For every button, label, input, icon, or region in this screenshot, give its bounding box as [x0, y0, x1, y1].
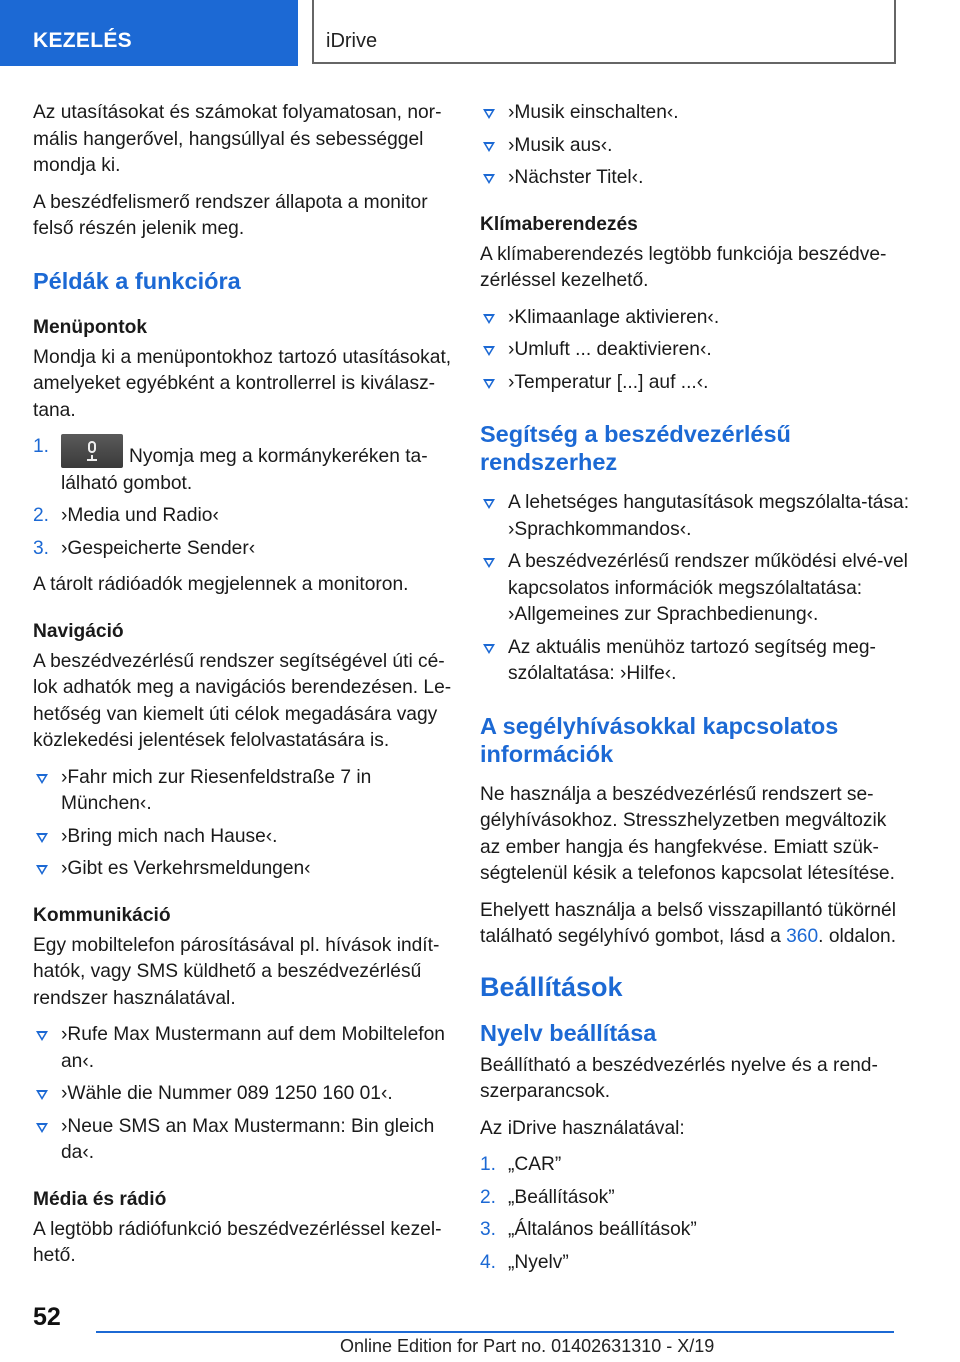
list-item — [480, 549, 910, 629]
list-item — [480, 305, 910, 332]
triangle-bullet-icon — [483, 142, 495, 152]
list-item — [480, 165, 910, 192]
bullet-text: ›Musik aus‹. — [508, 134, 613, 156]
left-column — [33, 100, 453, 1280]
step-text: „Beállítások” — [508, 1186, 615, 1208]
heading-examples: Példák a funkcióra — [33, 267, 241, 294]
chapter-tab: iDrive — [312, 0, 896, 64]
emergency-paragraph-2 — [480, 898, 910, 951]
triangle-bullet-icon — [483, 558, 495, 568]
intro-paragraph-2: A beszédfelismerő rendszer állapota a monitor felső részén jelenik meg. — [33, 191, 428, 239]
list-item — [480, 490, 910, 543]
step-number: 4. — [480, 1251, 497, 1273]
navigation-bullets — [33, 765, 453, 883]
bullet-text: ›Fahr mich zur Riesenfeldstraße 7 in München‹. — [61, 766, 372, 814]
bullet-text: A lehetséges hangutasítások megszólalta-tása: ›Sprachkommandos‹. — [508, 492, 910, 540]
step-text: Nyomja meg a kormánykeréken ta-lálható gombot. — [61, 446, 428, 494]
emergency-text: Ehelyett használja a belső visszapillantó tükörnél található segélyhívó gombot, lásd a — [480, 899, 896, 947]
triangle-bullet-icon — [483, 346, 495, 356]
bullet-text: ›Gibt es Verkehrsmeldungen‹ — [61, 858, 311, 879]
list-item — [480, 1250, 910, 1277]
list-item — [33, 536, 453, 563]
list-item — [33, 434, 453, 497]
step-text: ›Gespeicherte Sender‹ — [61, 537, 256, 559]
menu-steps — [33, 434, 453, 562]
menu-after-text: A tárolt rádióadók megjelennek a monitoron. — [33, 574, 409, 595]
climate-text: A klímaberendezés legtöbb funkciója beszédve-zérléssel kezelhető. — [480, 243, 887, 291]
triangle-bullet-icon — [36, 865, 48, 875]
step-number: 1. — [33, 436, 50, 457]
heading-settings: Beállítások — [480, 971, 623, 1002]
help-bullets — [480, 490, 910, 688]
bullet-text: ›Neue SMS an Max Mustermann: Bin gleich da‹. — [61, 1115, 435, 1163]
list-item — [33, 765, 453, 818]
step-text: „Nyelv” — [508, 1251, 569, 1273]
menu-items-text: Mondja ki a menüpontokhoz tartozó utasításokat, amelyeket egyébként a kontrollerrel is kiválasz-tana. — [33, 346, 452, 421]
list-item — [480, 133, 910, 160]
list-item — [480, 1185, 910, 1212]
microphone-icon — [61, 434, 123, 468]
list-item — [480, 370, 910, 397]
triangle-bullet-icon — [483, 174, 495, 184]
step-number: 3. — [33, 537, 50, 559]
triangle-bullet-icon — [36, 1031, 48, 1041]
list-item — [33, 824, 453, 851]
navigation-text: A beszédvezérlésű rendszer segítségével úti cé-lok adhatók meg a navigációs berendezésen. Le-hetőség van kiemelt úti célok megadására vagy közlekedési jelentések felolvastatására is. — [33, 650, 452, 751]
climate-bullets — [480, 305, 910, 397]
triangle-bullet-icon — [36, 1123, 48, 1133]
bullet-text: ›Bring mich nach Hause‹. — [61, 825, 278, 847]
step-number: 2. — [33, 505, 50, 526]
list-item — [33, 856, 453, 883]
communication-text: Egy mobiltelefon párosításával pl. hívások indít-hatók, vagy SMS küldhető a beszédvezérlésű rendszer használatával. — [33, 934, 440, 1009]
triangle-bullet-icon — [36, 833, 48, 843]
step-text: „Általános beállítások” — [508, 1219, 697, 1240]
section-tab: KEZELÉS — [0, 0, 298, 66]
triangle-bullet-icon — [36, 774, 48, 784]
triangle-bullet-icon — [483, 314, 495, 324]
heading-help: Segítség a beszédvezérlésű rendszerhez — [480, 421, 791, 475]
triangle-bullet-icon — [483, 379, 495, 389]
bullet-text: Az aktuális menühöz tartozó segítség meg-szólaltatása: ›Hilfe‹. — [508, 636, 876, 684]
page-header — [0, 0, 960, 66]
media-bullets — [480, 100, 910, 192]
heading-media-radio: Média és rádió — [33, 1188, 167, 1210]
heading-communication: Kommunikáció — [33, 904, 171, 926]
step-text: ›Media und Radio‹ — [61, 505, 219, 526]
heading-climate: Klímaberendezés — [480, 213, 638, 235]
triangle-bullet-icon — [483, 109, 495, 119]
settings-steps — [480, 1152, 910, 1276]
bullet-text: ›Musik einschalten‹. — [508, 102, 679, 123]
list-item — [33, 1022, 453, 1075]
page-reference-link[interactable]: 360 — [786, 926, 819, 947]
footer-edition: Online Edition for Part no. 01402631310 - X/19 — [340, 1336, 715, 1356]
media-radio-text: A legtöbb rádiófunkció beszédvezérléssel kezel-hető. — [33, 1218, 442, 1266]
emergency-paragraph-1: Ne használja a beszédvezérlésű rendszert se-gélyhívásokhoz. Stresszhelyzetben megváltozik az ember hangja és hangfekvése. Emiatt szük-ségtelenül késik a telefonos kapcsolat létesítése. — [480, 783, 895, 884]
communication-bullets — [33, 1022, 453, 1167]
step-number: 2. — [480, 1186, 497, 1208]
list-item — [33, 503, 453, 530]
heading-emergency: A segélyhívásokkal kapcsolatos információk — [480, 712, 839, 767]
idrive-usage-text: Az iDrive használatával: — [480, 1117, 685, 1139]
footer-divider — [96, 1331, 894, 1333]
step-number: 3. — [480, 1219, 497, 1240]
list-item — [480, 635, 910, 688]
bullet-text: ›Nächster Titel‹. — [508, 167, 644, 188]
step-number: 1. — [480, 1154, 497, 1175]
bullet-text: ›Umluft ... deaktivieren‹. — [508, 339, 712, 360]
bullet-text: ›Temperatur [...] auf ...‹. — [508, 371, 709, 393]
bullet-text: ›Klimaanlage aktivieren‹. — [508, 306, 720, 328]
list-item — [480, 337, 910, 364]
list-item — [33, 1081, 453, 1108]
bullet-text: ›Rufe Max Mustermann auf dem Mobiltelefon an‹. — [61, 1024, 445, 1072]
triangle-bullet-icon — [483, 499, 495, 509]
language-text: Beállítható a beszédvezérlés nyelve és a rend-szerparancsok. — [480, 1054, 878, 1102]
triangle-bullet-icon — [483, 644, 495, 654]
step-text: „CAR” — [508, 1154, 562, 1175]
list-item — [480, 1217, 910, 1244]
page-number: 52 — [33, 1303, 61, 1331]
bullet-text: A beszédvezérlésű rendszer működési elvé-vel kapcsolatos információk megszólaltatása: ›Allgemeines zur Sprachbedienung‹. — [508, 551, 908, 625]
list-item — [33, 1114, 453, 1167]
heading-language-setting: Nyelv beállítása — [480, 1019, 657, 1046]
heading-navigation: Navigáció — [33, 620, 124, 642]
list-item — [480, 100, 910, 127]
list-item — [480, 1152, 910, 1179]
triangle-bullet-icon — [36, 1090, 48, 1100]
intro-paragraph-1: Az utasításokat és számokat folyamatosan, nor-mális hangerővel, hangsúllyal és sebességgel mondja ki. — [33, 102, 442, 176]
emergency-text-end: . oldalon. — [818, 926, 897, 947]
heading-menu-items: Menüpontok — [33, 316, 148, 338]
bullet-text: ›Wähle die Nummer 089 1250 160 01‹. — [61, 1083, 393, 1104]
right-column — [480, 100, 910, 1286]
